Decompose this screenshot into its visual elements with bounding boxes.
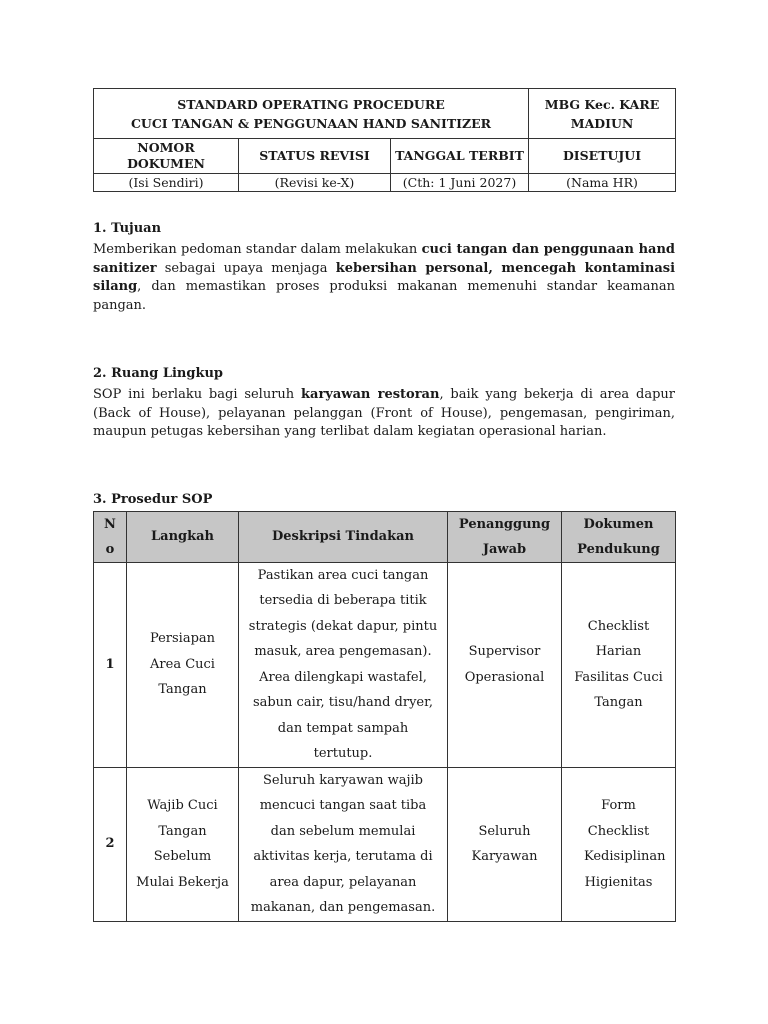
organization-cell [529, 89, 676, 139]
nomor-header-line2: DOKUMEN [127, 156, 205, 171]
bold-run: cuci tangan dan penggunaan hand sanitizer [93, 242, 675, 276]
tujuan-paragraph [93, 241, 675, 315]
row-deskripsi: Seluruh karyawan wajib mencuci tangan saat tiba dan sebelum memulai aktivitas kerja, terutama di area dapur, pelayanan makanan, dan pengemasan. [239, 767, 448, 921]
nomor-dokumen-value: (Isi Sendiri) [94, 174, 239, 192]
document-page [93, 88, 675, 922]
disetujui-header: DISETUJUI [529, 139, 676, 174]
column-header-dokumen-pendukung: Dokumen Pendukung [562, 511, 676, 562]
row-number: 1 [94, 562, 127, 767]
section-title: 1. Tujuan [93, 221, 162, 236]
bold-run: karyawan restoran [301, 387, 440, 402]
section-ruang-lingkup [93, 366, 675, 442]
disetujui-value: (Nama HR) [529, 174, 676, 192]
sop-title-line2: CUCI TANGAN & PENGGUNAAN HAND SANITIZER [130, 115, 492, 131]
row-dokumen-pendukung: Form Checklist Kedisiplinan Higienitas [562, 767, 676, 921]
text-run: , baik yang bekerja di area dapur (Back of House), pelayanan pelanggan (Front of House), pengemasan, pengiriman, maupun petugas kebersihan yang terlibat dalam kegiatan operasional harian. [93, 387, 675, 439]
row-deskripsi: Pastikan area cuci tangan tersedia di beberapa titik strategis (dekat dapur, pintu masuk, area pengemasan). Area dilengkapi wastafel, sabun cair, tisu/hand dryer, dan tempat sampah tertutup. [239, 562, 448, 767]
tanggal-terbit-value: (Cth: 1 Juni 2027) [391, 174, 529, 192]
organization-line1: MBG Kec. KARE [544, 96, 660, 112]
table-row [94, 767, 676, 921]
sop-title-cell [94, 89, 529, 139]
tanggal-terbit-header: TANGGAL TERBIT [391, 139, 529, 174]
header-table [93, 88, 676, 192]
section-tujuan [93, 221, 675, 315]
row-number: 2 [94, 767, 127, 921]
column-header-deskripsi: Deskripsi Tindakan [239, 511, 448, 562]
sop-title-line1: STANDARD OPERATING PROCEDURE [177, 96, 445, 112]
section-title: 3. Prosedur SOP [93, 491, 213, 507]
bold-run: kebersihan personal, mencegah kontaminasi silang [93, 260, 676, 294]
row-penanggung-jawab: Supervisor Operasional [448, 562, 562, 767]
column-header-penanggung-jawab: Penanggung Jawab [448, 511, 562, 562]
section-prosedur [93, 492, 675, 922]
column-header-langkah: Langkah [127, 511, 239, 562]
nomor-dokumen-header [94, 139, 239, 174]
status-revisi-header: STATUS REVISI [239, 139, 391, 174]
column-header-no: No [94, 511, 127, 562]
sop-table [93, 511, 676, 922]
section-title: 2. Ruang Lingkup [93, 366, 224, 381]
text-run: sebagai upaya menjaga [156, 260, 336, 276]
row-langkah: Persiapan Area Cuci Tangan [127, 562, 239, 767]
nomor-header-line1: NOMOR [137, 140, 195, 155]
sop-table-header-row [94, 511, 676, 562]
text-run: Memberikan pedoman standar dalam melakukan [93, 242, 422, 257]
status-revisi-value: (Revisi ke-X) [239, 174, 391, 192]
row-penanggung-jawab: Seluruh Karyawan [448, 767, 562, 921]
text-run: SOP ini berlaku bagi seluruh [93, 387, 302, 402]
row-langkah: Wajib Cuci Tangan Sebelum Mulai Bekerja [127, 767, 239, 921]
table-row [94, 562, 676, 767]
text-run: , dan memastikan proses produksi makanan memenuhi standar keamanan pangan. [93, 279, 675, 313]
row-dokumen-pendukung: Checklist Harian Fasilitas Cuci Tangan [562, 562, 676, 767]
ruang-lingkup-paragraph [93, 386, 675, 442]
organization-line2: MADIUN [570, 115, 634, 131]
